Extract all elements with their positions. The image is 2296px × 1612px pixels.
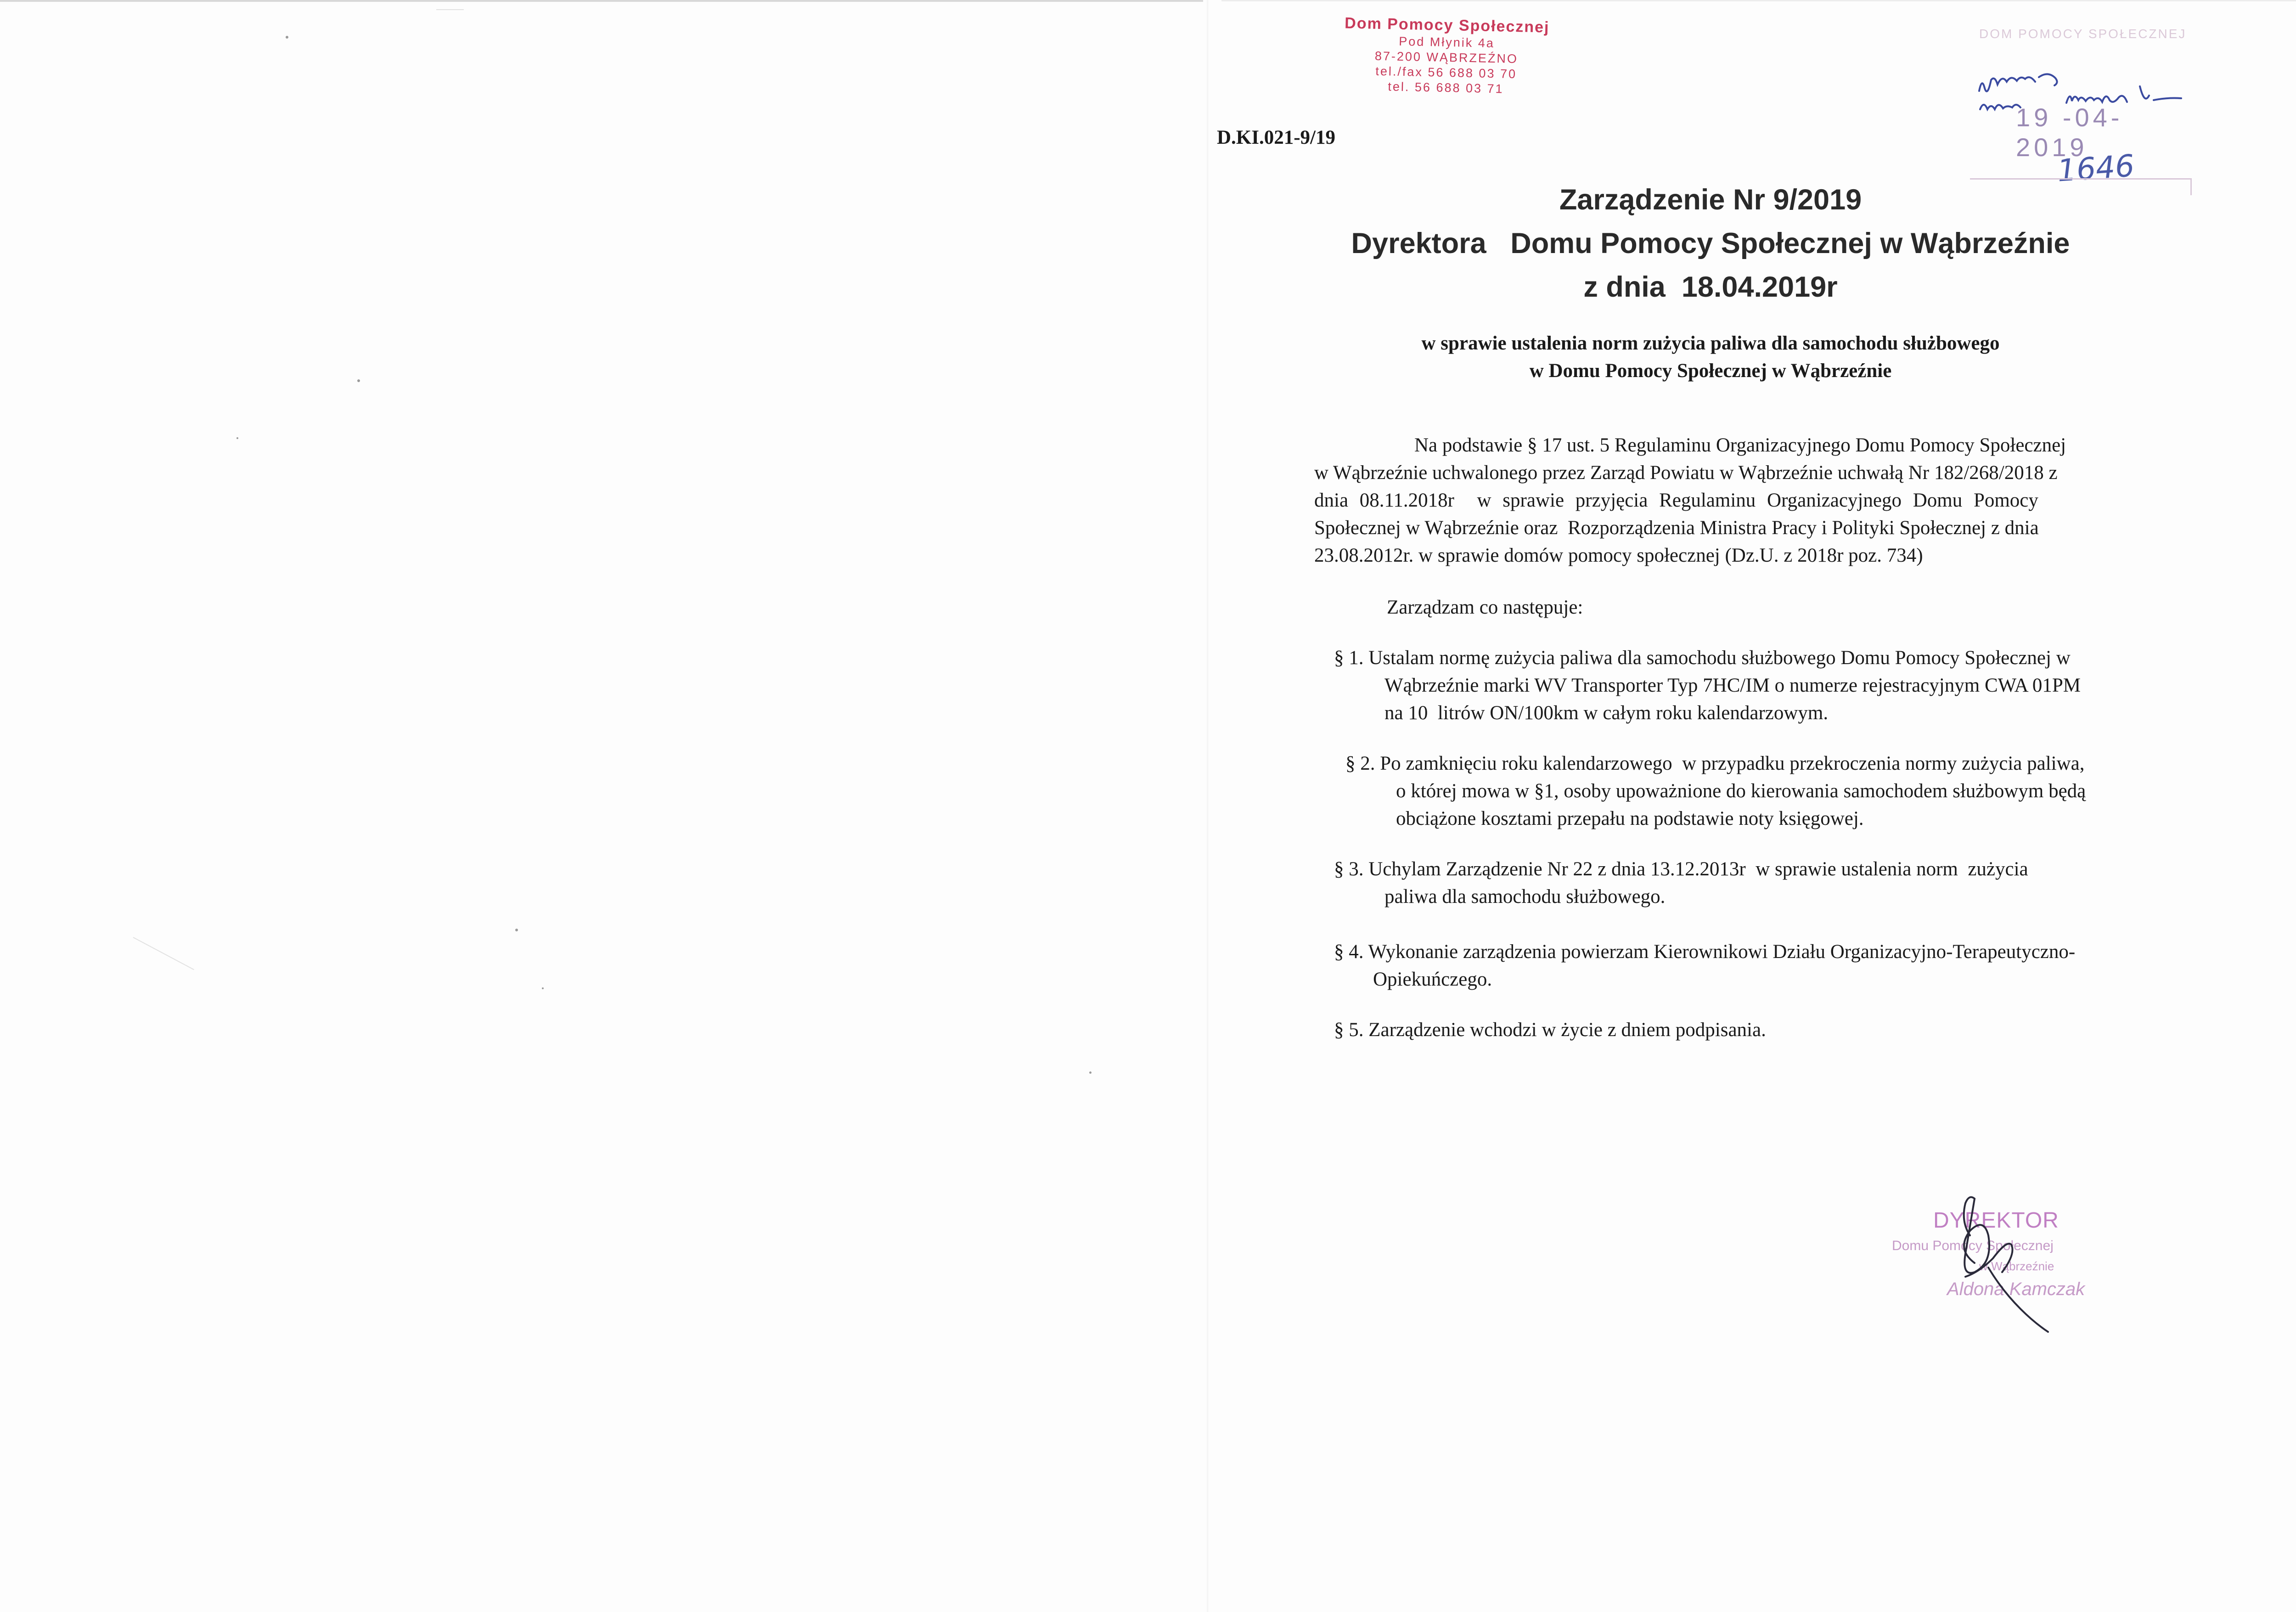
signature-institution: Domu Pomocy Społecznej xyxy=(1892,1238,2054,1253)
received-stamp xyxy=(1970,27,2190,201)
title-line: Zarządzenie Nr 9/2019 xyxy=(1559,184,1862,216)
document-title xyxy=(1240,178,2181,309)
signature-town: w Wąbrzeźnie xyxy=(1979,1259,2054,1273)
section-line: na 10 litrów ON/100km w całym roku kalendarzowym. xyxy=(1384,702,1829,724)
legal-basis-preamble xyxy=(1314,432,2205,569)
document-subject xyxy=(1240,330,2181,385)
section-line: § 5. Zarządzenie wchodzi w życie z dniem podpisania. xyxy=(1334,1019,1766,1041)
preamble-line: 23.08.2012r. w sprawie domów pomocy społecznej (Dz.U. z 2018r poz. 734) xyxy=(1314,545,1923,566)
subject-line: w Domu Pomocy Społecznej w Wąbrzeźnie xyxy=(1529,360,1892,382)
preamble-line: w Wąbrzeźnie uchwalonego przez Zarząd Powiatu w Wąbrzeźnie uchwałą Nr 182/268/2018 z xyxy=(1314,462,2058,484)
scan-speck xyxy=(515,929,518,931)
signature-role: DYREKTOR xyxy=(1933,1208,2059,1233)
section-line: obciążone kosztami przepału na podstawie noty księgowej. xyxy=(1396,808,1864,829)
scan-speck xyxy=(542,987,544,989)
section-line: paliwa dla samochodu służbowego. xyxy=(1384,886,1666,907)
title-line: z dnia 18.04.2019r xyxy=(1583,271,1838,303)
subject-line: w sprawie ustalenia norm zużycia paliwa dla samochodu służbowego xyxy=(1421,333,2000,354)
section-line: § 4. Wykonanie zarządzenia powierzam Kierownikowi Działu Organizacyjno-Terapeutyczno- xyxy=(1334,941,2076,963)
stamp-line: Dom Pomocy Społecznej xyxy=(1344,14,1550,36)
section-line: § 3. Uchylam Zarządzenie Nr 22 z dnia 13.12.2013r w sprawie ustalenia norm zużycia xyxy=(1334,858,2028,880)
section-4 xyxy=(1334,938,2075,993)
preamble-line: Społecznej w Wąbrzeźnie oraz Rozporządzenia Ministra Pracy i Polityki Społecznej z dnia xyxy=(1314,517,2039,539)
section-line: o której mowa w §1, osoby upoważnione do kierowania samochodem służbowym będą xyxy=(1396,780,2086,802)
section-5 xyxy=(1334,1016,1766,1044)
scan-edge-top xyxy=(0,0,1203,2)
section-line: § 1. Ustalam normę zużycia paliwa dla samochodu służbowego Domu Pomocy Społecznej w xyxy=(1334,647,2071,669)
order-intro: Zarządzam co następuje: xyxy=(1387,597,1583,618)
section-line: Opiekuńczego. xyxy=(1373,969,1492,990)
institution-stamp xyxy=(1312,14,1580,98)
stamp-line: tel./fax 56 688 03 70 xyxy=(1375,64,1517,81)
document-reference: D.KI.021-9/19 xyxy=(1217,127,1335,148)
scan-edge-top-right xyxy=(1221,0,2296,1)
page-fold-line xyxy=(1207,0,1209,1612)
scan-speck xyxy=(357,379,360,382)
received-stamp-header-faint: DOM POMOCY SPOŁECZNEJ xyxy=(1979,27,2187,41)
preamble-line: Na podstawie § 17 ust. 5 Regulaminu Organizacyjnego Domu Pomocy Społecznej xyxy=(1414,434,2066,456)
registry-number-handwritten: 1646 xyxy=(2056,148,2136,189)
scan-speck xyxy=(1089,1071,1092,1074)
received-date: 19 -04- 2019 xyxy=(2016,103,2123,162)
section-line: § 2. Po zamknięciu roku kalendarzowego w przypadku przekroczenia normy zużycia paliwa, xyxy=(1345,753,2085,774)
section-line: Wąbrzeźnie marki WV Transporter Typ 7HC/IM o numerze rejestracyjnym CWA 01PM xyxy=(1384,675,2081,696)
scan-speck xyxy=(286,36,288,39)
title-line: Dyrektora Domu Pomocy Społecznej w Wąbrzeźnie xyxy=(1351,227,2070,259)
stamp-line: Pod Młynik 4a xyxy=(1399,34,1495,51)
stamp-line: tel. 56 688 03 71 xyxy=(1388,79,1504,96)
handwritten-signature xyxy=(1883,1185,2140,1346)
director-signature-stamp xyxy=(1883,1185,2140,1346)
signature-name: Aldona Kamczak xyxy=(1947,1279,2085,1299)
scan-mark xyxy=(133,937,194,970)
stamp-line: 87-200 WĄBRZEŹNO xyxy=(1374,49,1519,66)
section-1 xyxy=(1334,644,2081,727)
scan-mark xyxy=(436,9,464,10)
preamble-line: dnia 08.11.2018r w sprawie przyjęcia Regulaminu Organizacyjnego Domu Pomocy xyxy=(1314,490,2038,511)
scan-speck xyxy=(236,437,238,439)
section-2 xyxy=(1345,750,2086,833)
section-3 xyxy=(1334,856,2028,911)
